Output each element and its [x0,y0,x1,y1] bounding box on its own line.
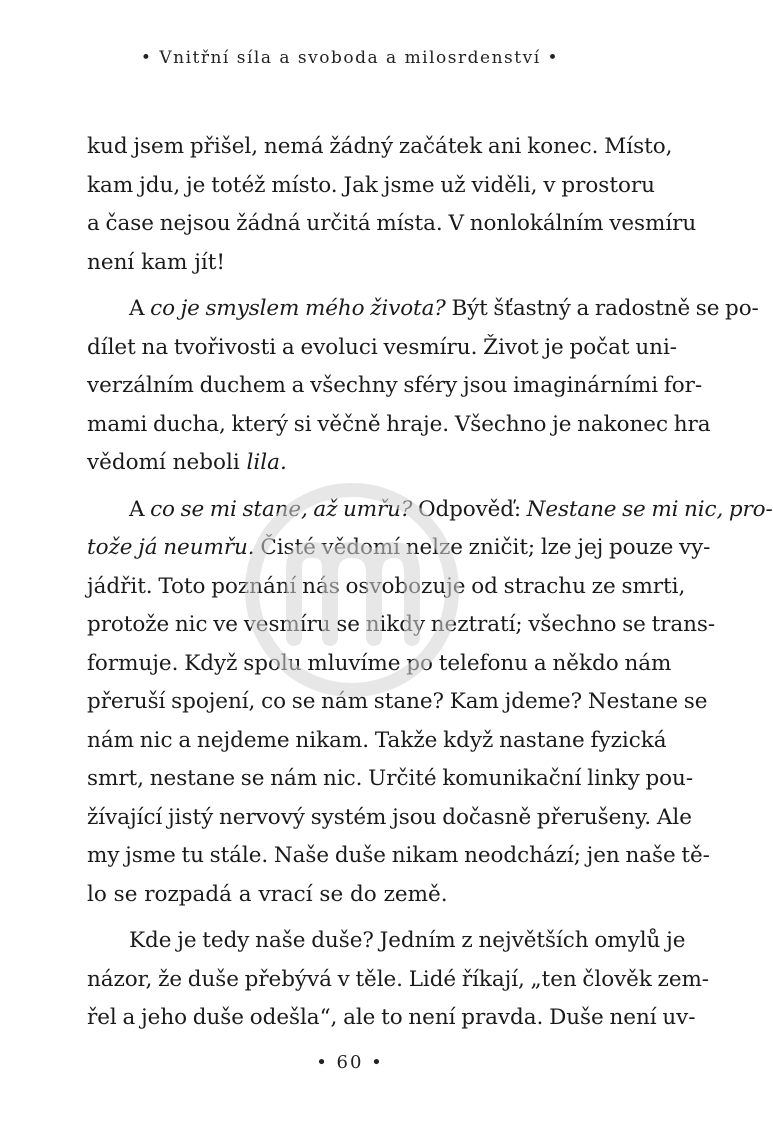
text-line: dílet na tvořivosti a evoluci vesmíru. Život je počat uni- [87,334,678,360]
text-run: A [129,296,151,321]
text-run: Odpověď: [412,496,527,522]
text-line [87,290,759,329]
page-number: • 60 • [316,1052,384,1073]
text-line: žívající jistý nervový systém jsou dočasně přerušeny. Ale [87,804,692,830]
text-line: verzálním duchem a všechny sféry jsou imaginárními for- [87,373,703,398]
text-line: jádřit. Toto poznání nás osvobozuje od strachu ze smrti, [87,573,686,599]
text-line: formuje. Když spolu mluvíme po telefonu a někdo nám [87,650,672,676]
text-line: přeruší spojení, co se nám stane? Kam jdeme? Nestane se [87,689,708,714]
text-line: protože nic ve vesmíru se nikdy neztratí; všechno se trans- [87,612,716,637]
text-line [87,529,711,568]
italic-question: co se mi stane, až umřu? [150,496,413,522]
text-run: vědomí neboli [87,450,247,475]
paragraph-4 [87,922,710,1038]
text-run: Být šťastný a radostně se po- [445,296,759,321]
text-line: my jsme tu stále. Naše duše nikam neodchází; jen naše tě- [87,843,710,868]
italic-term: lila. [246,450,287,475]
text-line: lo se rozpadá a vrací se do země. [87,881,448,907]
italic-answer: Nestane se mi nic, pro- [526,496,773,522]
text-line [87,491,773,530]
text-line: kud jsem přišel, nemá žádný začátek ani konec. Místo, [87,134,673,159]
paragraph-3 [87,491,773,915]
text-line: není kam jít! [87,249,226,275]
text-line: kam jdu, je totéž místo. Jak jsme už viděli, v prostoru [87,172,655,198]
text-run: A [129,496,151,522]
text-line: smrt, nestane se nám nic. Určité komunikační linky pou- [87,766,694,791]
text-line: řel a jeho duše odešla“, ale to není pravda. Duše není uv- [87,1005,696,1030]
body-text [87,128,773,1038]
text-line: mami ducha, který si věčně hraje. Všechno je nakonec hra [87,411,711,437]
italic-answer: tože já neumřu. [87,535,255,560]
paragraph-2 [87,290,759,483]
paragraph-1 [87,128,697,282]
running-header: • Vnitřní síla a svoboda a milosrdenství • [140,48,560,68]
text-line: a čase nejsou žádná určitá místa. V nonlokálním vesmíru [87,211,697,236]
text-line: názor, že duše přebývá v těle. Lidé říkají, „ten člověk zem- [87,966,710,992]
text-run: Čisté vědomí nelze zničit; lze jej pouze vy- [254,535,711,560]
text-line: nám nic a nejdeme nikam. Takže když nastane fyzická [87,727,667,753]
text-line [87,444,655,483]
text-line: Kde je tedy naše duše? Jedním z největších omylů je [129,928,686,953]
italic-question: co je smyslem mého života? [150,296,446,321]
